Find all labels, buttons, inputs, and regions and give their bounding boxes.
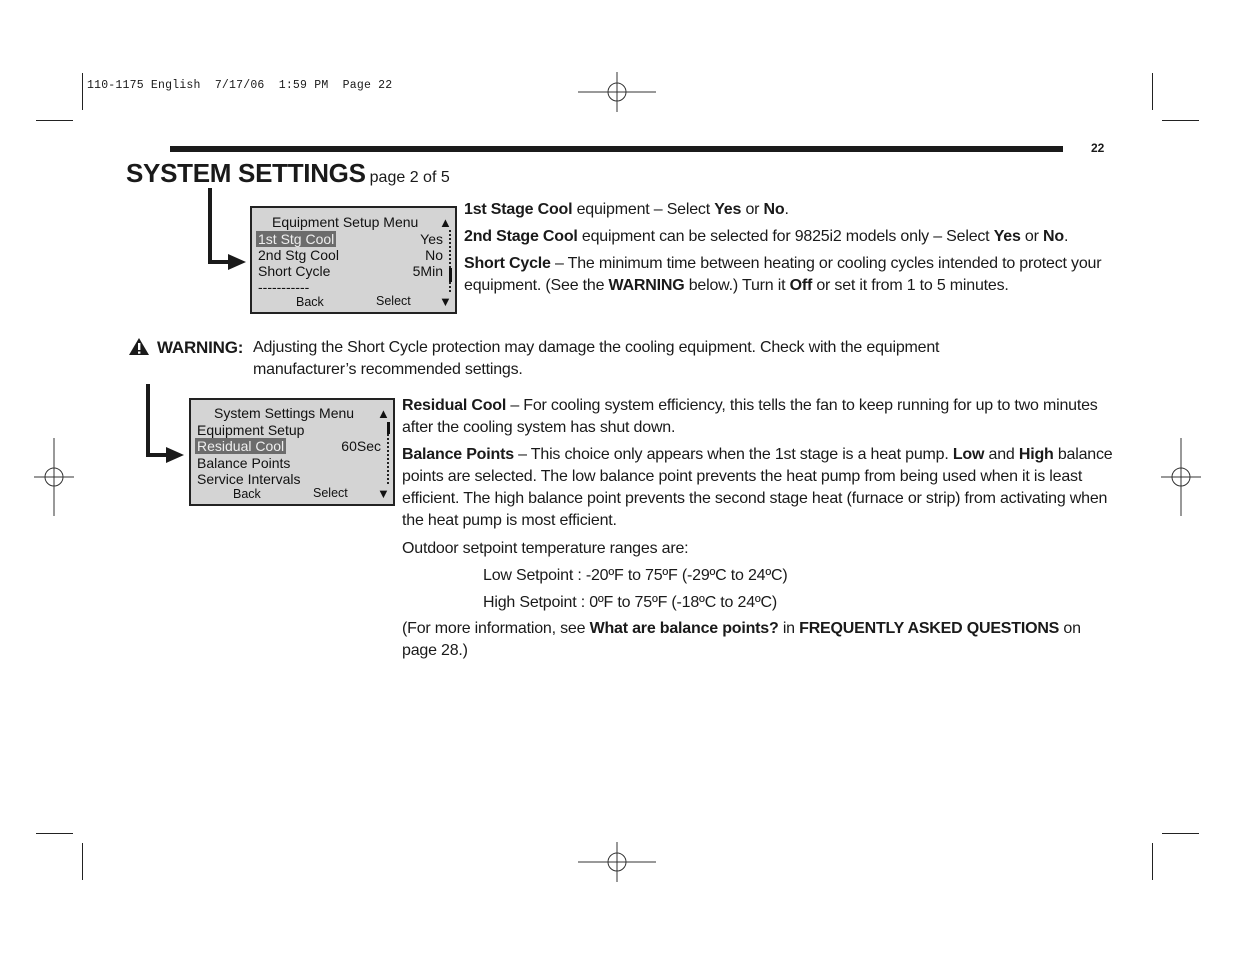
menu-row	[197, 471, 381, 487]
down-arrow-icon: ▼	[377, 486, 390, 501]
screen-header: System Settings Menu	[214, 405, 355, 421]
back-softkey: Back	[296, 295, 324, 309]
screen-header: Equipment Setup Menu	[272, 214, 419, 230]
para-short-cycle: Short Cycle – The minimum time between heating or cooling cycles intended to protect your equipment. (See the WARNING below.) Turn it Off or set it from 1 to 5 minutes.	[464, 255, 1102, 294]
row-label: 1st Stg Cool	[258, 231, 335, 247]
range-high: High Setpoint : 0ºF to 75ºF (-18ºC to 24ºC)	[483, 594, 778, 611]
scroll-thumb	[387, 422, 390, 434]
menu-row	[258, 279, 443, 295]
registration-mark-bottom	[578, 842, 656, 882]
para-2nd-stage-cool: 2nd Stage Cool equipment can be selected for 9825i2 models only – Select Yes or No.	[464, 228, 1069, 245]
registration-mark-left	[34, 438, 74, 516]
para-more-info: (For more information, see What are balance points? in FREQUENTLY ASKED QUESTIONS on page 28.)	[402, 620, 1081, 659]
warning-icon	[128, 337, 150, 356]
title-main: SYSTEM SETTINGS	[126, 158, 366, 188]
menu-row	[258, 247, 443, 263]
select-softkey: Select	[313, 486, 348, 500]
para-residual-cool: Residual Cool – For cooling system efficiency, this tells the fan to keep running for up to two minutes after the cooling system has shut down.	[402, 397, 1098, 436]
row-value: No	[425, 247, 443, 263]
page-number: 22	[1091, 141, 1105, 155]
menu-row	[197, 422, 381, 438]
row-label: Short Cycle	[258, 263, 331, 279]
row-value: 60Sec	[341, 438, 381, 454]
header-rule	[170, 146, 1063, 152]
para-balance-points: Balance Points – This choice only appears when the 1st stage is a heat pump. Low and High balance points are selected. The low balance point prevents the heat pump from being used when it is least efficient. The high balance point prevents the second stage heat (furnace or strip) from activating when the heat pump is most efficient.	[402, 446, 1113, 529]
menu-row	[258, 231, 443, 247]
back-softkey: Back	[233, 487, 261, 501]
row-label: -----------	[258, 279, 310, 295]
row-label: Service Intervals	[197, 471, 301, 487]
warning-label: WARNING:	[157, 338, 244, 357]
row-label: Balance Points	[197, 455, 291, 471]
down-arrow-icon: ▼	[439, 294, 452, 309]
menu-row	[197, 438, 381, 454]
up-arrow-icon: ▲	[439, 215, 452, 230]
registration-mark-right	[1161, 438, 1201, 516]
scrollbar	[449, 230, 451, 292]
printer-slug: 110-1175 English 7/17/06 1:59 PM Page 22	[87, 79, 393, 92]
registration-mark-top	[578, 72, 656, 112]
scroll-thumb	[449, 268, 452, 282]
para-ranges-intro: Outdoor setpoint temperature ranges are:	[402, 540, 689, 557]
para-1st-stage-cool: 1st Stage Cool equipment – Select Yes or No.	[464, 201, 789, 218]
row-value: 5Min	[412, 263, 443, 279]
system-settings-screen	[189, 398, 395, 506]
row-label: Equipment Setup	[197, 422, 305, 438]
title-sub: page 2 of 5	[369, 169, 450, 186]
row-value: Yes	[420, 231, 443, 247]
warning-text: Adjusting the Short Cycle protection may damage the cooling equipment. Check with the equipment manufacturer’s recommended settings.	[253, 339, 940, 378]
equipment-setup-screen	[250, 206, 457, 314]
select-softkey: Select	[376, 294, 411, 308]
menu-row	[258, 263, 443, 279]
row-label: 2nd Stg Cool	[258, 247, 339, 263]
range-low: Low Setpoint : -20ºF to 75ºF (-29ºC to 24ºC)	[483, 567, 788, 584]
menu-row	[197, 455, 381, 471]
up-arrow-icon: ▲	[377, 406, 390, 421]
row-label: Residual Cool	[197, 438, 285, 454]
page-title	[126, 158, 450, 189]
